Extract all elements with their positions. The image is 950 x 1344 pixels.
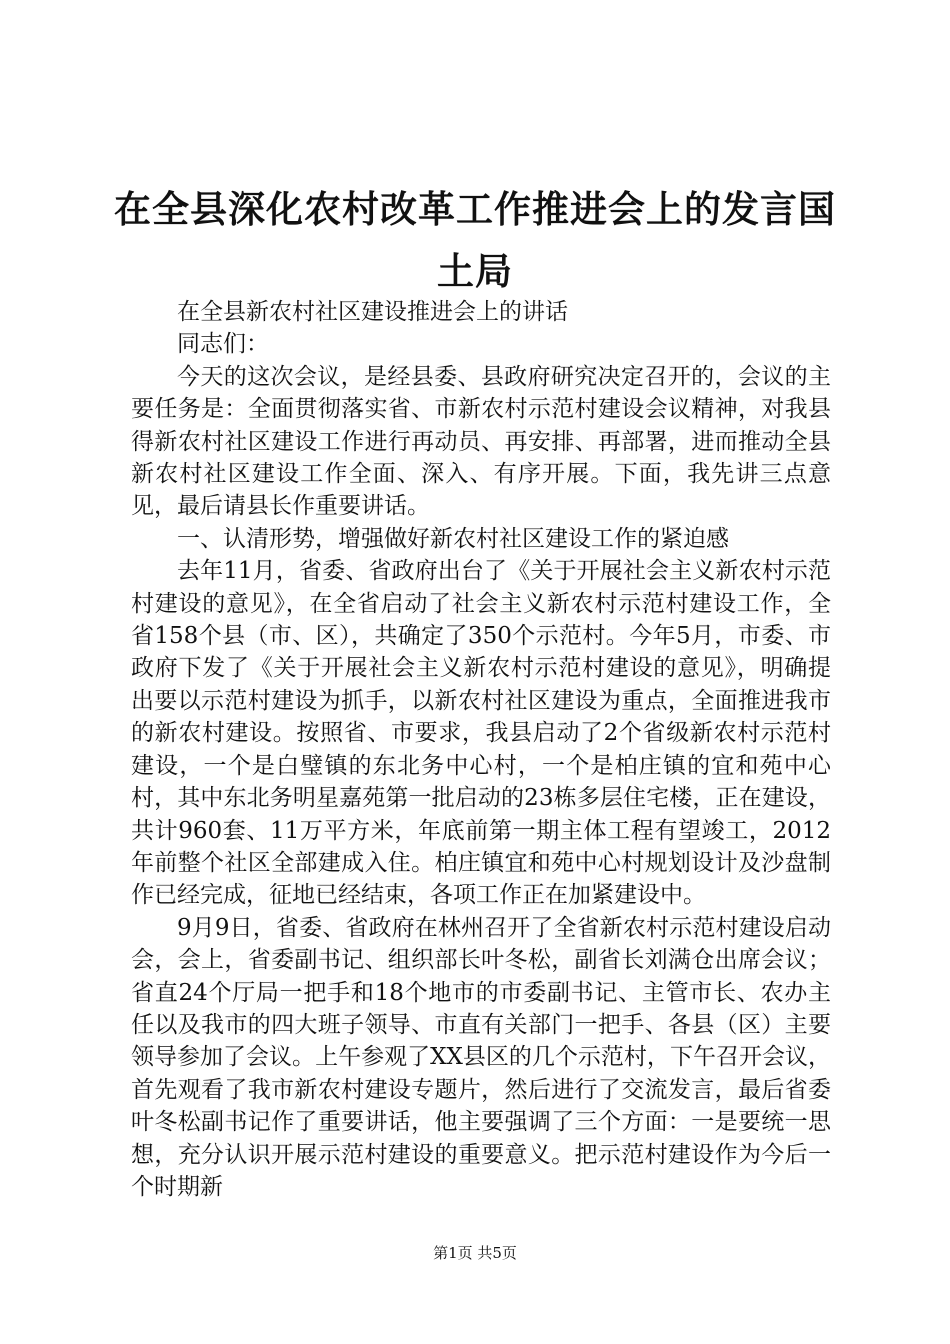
- document-title: 在全县深化农村改革工作推进会上的发言国土局: [114, 187, 836, 293]
- speech-title-paragraph: 在全县新农村社区建设推进会上的讲话: [177, 299, 568, 325]
- document-body: [131, 296, 831, 1203]
- body-paragraph: 9月9日，省委、省政府在林州召开了全省新农村示范村建设启动会，会上，省委副书记、组织部长叶冬松，副省长刘满仓出席会议；省直24个厅局一把手和18个地市的市委副书记、主管市长、农办主任以及我市的四大班子领导、市直有关部门一把手、各县（区）主要领导参加了会议。上午参观了XX县区的几个示范村，下午召开会议，首先观看了我市新农村建设专题片，然后进行了交流发言，最后省委叶冬松副书记作了重要讲话，他主要强调了三个方面：一是要统一思想，充分认识开展示范村建设的重要意义。把示范村建设作为今后一个时期新: [131, 914, 831, 1200]
- body-paragraph: 去年11月，省委、省政府出台了《关于开展社会主义新农村示范村建设的意见》，在全省启动了社会主义新农村示范村建设工作，全省158个县（市、区），共确定了350个示范村。今年5月，市委、市政府下发了《关于开展社会主义新农村示范村建设的意见》，明确提出要以示范村建设为抓手，以新农村社区建设为重点，全面推进我市的新农村建设。按照省、市要求，我县启动了2个省级新农村示范村建设，一个是白璧镇的东北务中心村，一个是柏庄镇的宜和苑中心村，其中东北务明星嘉苑第一批启动的23栋多层住宅楼，正在建设，共计960套、11万平方米，年底前第一期主体工程有望竣工，2012年前整个社区全部建成入住。柏庄镇宜和苑中心村规划设计及沙盘制作已经完成，征地已经结束，各项工作正在加紧建设中。: [131, 558, 831, 909]
- section-heading: 一、认清形势，增强做好新农村社区建设工作的紧迫感: [177, 525, 729, 552]
- page-footer: 第1页 共5页: [433, 1244, 517, 1262]
- salutation-paragraph: 同志们：: [177, 331, 269, 358]
- body-paragraph: 今天的这次会议，是经县委、县政府研究决定召开的，会议的主要任务是：全面贯彻落实省、市新农村示范村建设会议精神，对我县得新农村社区建设工作进行再动员、再安排、再部署，进而推动全县新农村社区建设工作全面、深入、有序开展。下面，我先讲三点意见，最后请县长作重要讲话。: [131, 363, 831, 520]
